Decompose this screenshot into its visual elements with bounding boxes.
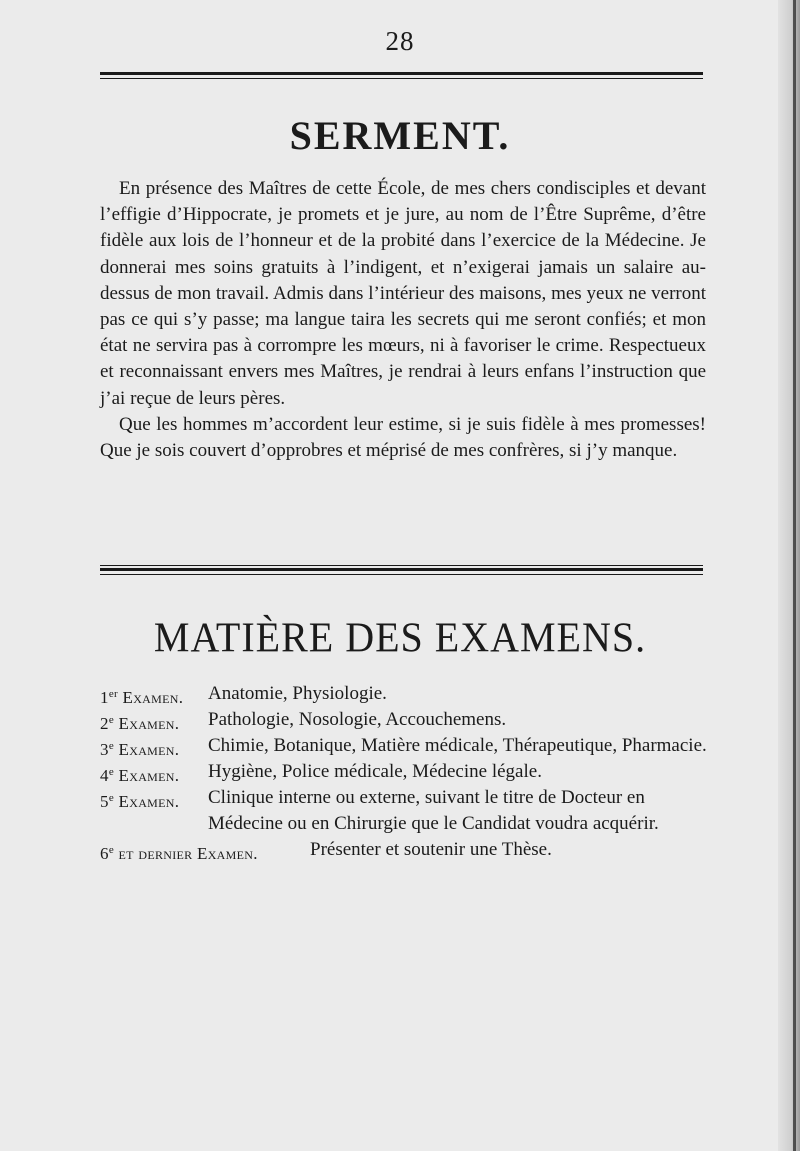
exam-subjects: Clinique interne ou externe, suivant le titre de Docteur en Médecine ou en Chirurgie que le Candidat voudra acquérir. [208, 787, 659, 834]
exam-label-text: Examen. [114, 766, 180, 785]
exam-label [100, 837, 310, 867]
exam-ordinal: e [108, 714, 114, 726]
exam-ordinal: e [108, 766, 114, 778]
exam-label-text: Examen. [114, 792, 180, 811]
exam-item-6 [100, 837, 710, 863]
serment-title: SERMENT. [289, 113, 511, 158]
exam-label [100, 785, 208, 815]
exam-item-3 [100, 733, 710, 759]
exam-subjects: Chimie, Botanique, Matière médicale, Thérapeutique, Pharmacie. [208, 735, 707, 756]
exam-subjects: Anatomie, Physiologie. [208, 683, 387, 704]
examens-title: MATIÈRE DES EXAMENS. [153, 613, 647, 662]
exam-number: 4 [100, 766, 109, 785]
top-double-rule [100, 72, 703, 79]
page-number: 28 [385, 26, 415, 56]
exam-subjects: Pathologie, Nosologie, Accouchemens. [208, 709, 507, 730]
rule-thin [100, 574, 703, 575]
page-edge [778, 0, 800, 1151]
exam-number: 1 [100, 688, 109, 707]
exam-ordinal: er [108, 688, 118, 700]
exam-label-text: et dernier Examen. [114, 844, 258, 863]
exam-number: 3 [100, 740, 109, 759]
oath-paragraph-2: Que les hommes m’accordent leur estime, si je suis fidèle à mes promesses! Que je sois couvert d’opprobres et méprisé de mes confrères, si j’y manque. [100, 413, 706, 462]
exam-ordinal: e [108, 844, 114, 856]
binding-line [793, 0, 796, 1151]
middle-double-rule [100, 565, 703, 575]
exam-label-text: Examen. [117, 688, 184, 707]
exam-subjects: Présenter et soutenir une Thèse. [310, 839, 552, 860]
examens-list [100, 681, 710, 863]
rule-thin [100, 565, 703, 566]
exam-item-5 [100, 785, 710, 837]
rule-thin [100, 78, 703, 79]
oath-text [100, 176, 706, 464]
exam-label-text: Examen. [114, 714, 180, 733]
exam-ordinal: e [108, 740, 114, 752]
exam-subjects: Hygiène, Police médicale, Médecine légale. [208, 761, 542, 782]
exam-item-1 [100, 681, 710, 707]
rule-thick [100, 72, 703, 75]
rule-thick [100, 568, 703, 571]
oath-paragraph-1: En présence des Maîtres de cette École, de mes chers condisciples et devant l’effigie d’Hippocrate, je promets et je jure, au nom de l’Être Suprême, d’être fidèle aux lois de l’honneur et de la probité dans l’exercice de la Médecine. Je donnerai mes soins gratuits à l’indigent, et n’exigerai jamais un salaire au-dessus de mon travail. Admis dans l’intérieur des maisons, mes yeux ne verront pas ce qui s’y passe; ma langue taira les secrets qui me seront confiés; et mon état ne servira pas à corrompre les mœurs, ni à favoriser le crime. Respectueux et reconnaissant envers mes Maîtres, je rendrai à leurs enfans l’instruction que j’ai reçue de leurs pères. [100, 178, 706, 409]
exam-number: 2 [100, 714, 109, 733]
exam-item-4 [100, 759, 710, 785]
exam-number: 6 [100, 844, 109, 863]
exam-label-text: Examen. [114, 740, 180, 759]
exam-ordinal: e [108, 792, 114, 804]
exam-number: 5 [100, 792, 109, 811]
exam-item-2 [100, 707, 710, 733]
